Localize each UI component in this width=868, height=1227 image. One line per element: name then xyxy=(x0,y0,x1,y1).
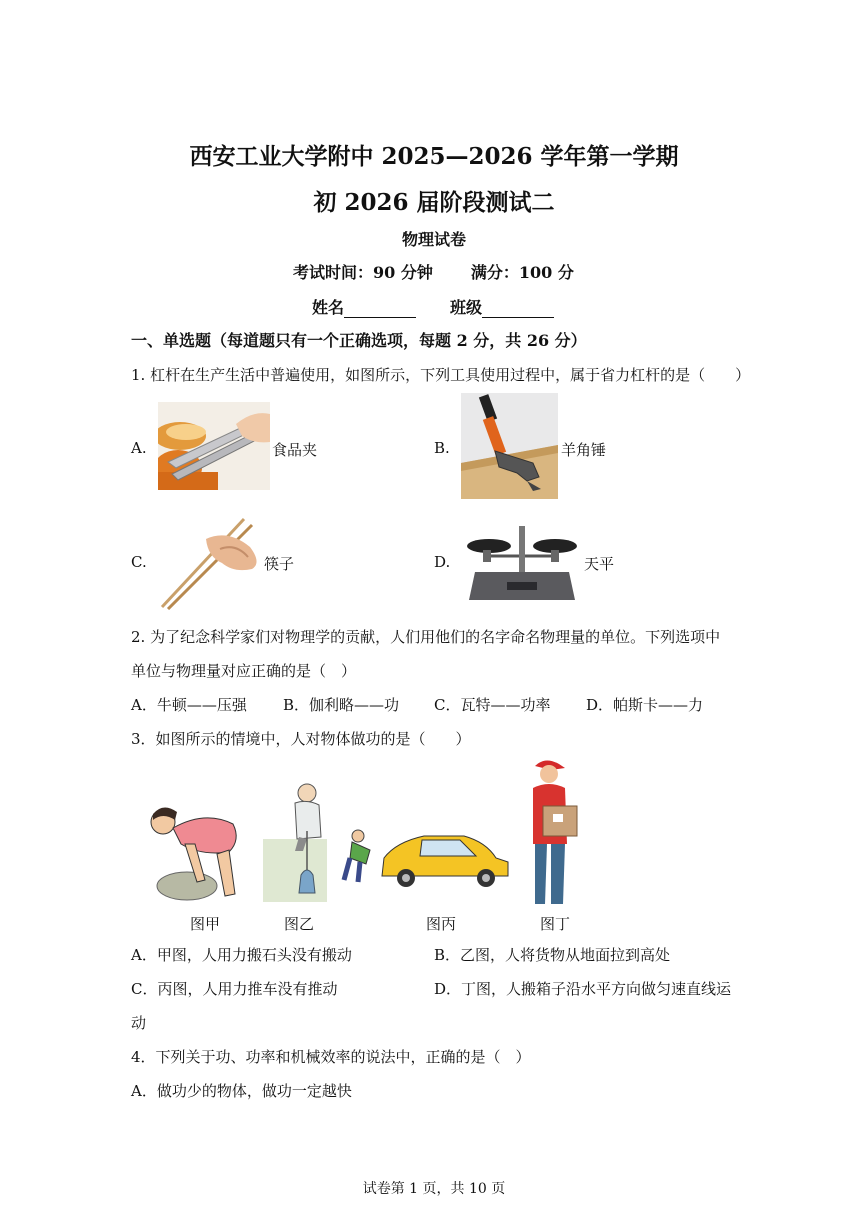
figure-caption-ding: 图丁 xyxy=(540,915,571,933)
question-2-stem-line2: 单位与物理量对应正确的是（ ） xyxy=(131,662,357,680)
question-2-stem-line1: 2. 为了纪念科学家们对物理学的贡献，人们用他们的名字命名物理量的单位。下列选项中 xyxy=(131,628,721,646)
name-label: 姓名 xyxy=(312,298,345,317)
q1-option-b-label: 羊角锤 xyxy=(561,441,607,459)
class-label: 班级 xyxy=(450,298,483,317)
q3-option-c: C．丙图，人用力推车没有推动 xyxy=(131,980,338,998)
question-3-stem: 3．如图所示的情境中，人对物体做功的是（ ） xyxy=(131,730,471,748)
q3-option-d: D．丁图，人搬箱子沿水平方向做匀速直线运 xyxy=(434,980,732,998)
q2-option-b: B．伽利略——功 xyxy=(283,696,400,714)
claw-hammer-icon xyxy=(461,393,558,499)
q3-option-a: A．甲图，人用力搬石头没有搬动 xyxy=(131,946,352,964)
q4-option-a: A．做功少的物体，做功一定越快 xyxy=(131,1082,352,1100)
q1-option-c-letter: C. xyxy=(131,553,147,571)
exam-info xyxy=(293,260,612,283)
boy-pushing-car-icon xyxy=(336,828,512,890)
girl-lifting-rock-icon xyxy=(145,800,245,902)
page-footer: 试卷第 1 页，共 10 页 xyxy=(362,1181,506,1197)
man-pulling-rope-icon xyxy=(263,781,327,902)
balance-scale-icon xyxy=(463,522,581,604)
q1-option-c-label: 筷子 xyxy=(264,555,295,573)
q1-option-d-letter: D. xyxy=(434,553,451,571)
figure-caption-yi: 图乙 xyxy=(284,915,315,933)
exam-title: 西安工业大学附中 2025—2026 学年第一学期 xyxy=(189,143,679,170)
name-blank xyxy=(344,301,416,318)
q2-option-d: D．帕斯卡——力 xyxy=(586,696,704,714)
class-blank xyxy=(482,301,554,318)
exam-subtitle: 初 2026 届阶段测试二 xyxy=(313,189,555,216)
question-4-stem: 4．下列关于功、功率和机械效率的说法中，正确的是（ ） xyxy=(131,1048,531,1066)
figure-caption-bing: 图丙 xyxy=(426,915,457,933)
q2-option-a: A．牛顿——压强 xyxy=(131,696,247,714)
q3-option-b: B．乙图，人将货物从地面拉到高处 xyxy=(434,946,671,964)
student-info xyxy=(312,295,588,318)
q3-option-d-continued: 动 xyxy=(131,1014,147,1032)
food-tongs-icon xyxy=(158,402,270,490)
q1-option-b-letter: B. xyxy=(434,439,450,457)
subject-title: 物理试卷 xyxy=(401,230,466,249)
figure-caption-jia: 图甲 xyxy=(190,915,221,933)
section-heading: 一、单选题（每道题只有一个正确选项，每题 2 分，共 26 分） xyxy=(131,331,587,350)
question-1-stem: 1. 杠杆在生产生活中普遍使用，如图所示，下列工具使用过程中，属于省力杠杆的是（ ） xyxy=(131,366,751,384)
exam-time: 考试时间：90 分钟 xyxy=(293,263,433,282)
chopsticks-icon xyxy=(158,513,263,610)
exam-score: 满分：100 分 xyxy=(470,263,574,282)
q1-option-d-label: 天平 xyxy=(584,555,615,573)
q1-option-a-label: 食品夹 xyxy=(272,441,318,459)
q1-option-a-letter: A. xyxy=(131,439,147,457)
q2-option-c: C．瓦特——功率 xyxy=(434,696,551,714)
worker-carrying-box-icon xyxy=(525,756,585,908)
